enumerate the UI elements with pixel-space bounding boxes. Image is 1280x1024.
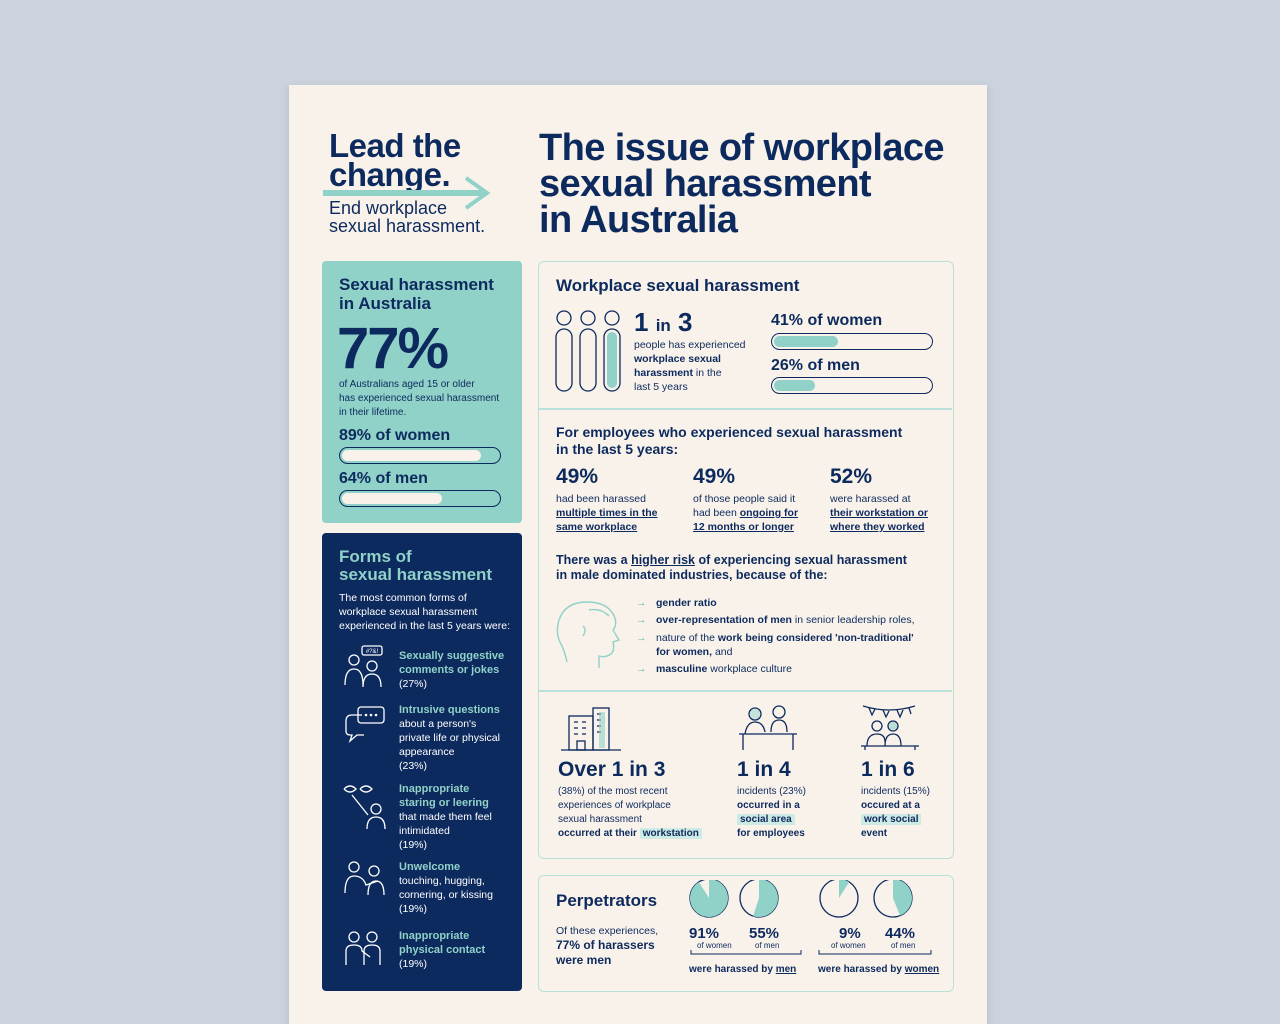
perpetrators-heading: Perpetrators — [556, 891, 658, 910]
loc-3-l4: event — [861, 828, 888, 839]
loc-1-l2: experiences of workplace — [558, 800, 671, 811]
form-3-title-2: staring or leering — [399, 797, 489, 809]
australia-heading-1: Sexual harassment — [339, 275, 494, 294]
reason-3-bold: work being considered 'non-traditional' — [717, 632, 914, 644]
australia-card — [322, 261, 522, 523]
form-2-desc-3: appearance — [399, 746, 455, 758]
by-women-a: were harassed by — [818, 964, 902, 975]
logo-sub-1: End workplace — [329, 198, 448, 218]
logo-line-2: change. — [329, 156, 451, 193]
women-41-label: 41% of women — [771, 312, 883, 329]
form-4-desc-1: touching, hugging, — [399, 875, 485, 887]
reason-non-traditional-2 — [656, 645, 732, 659]
forms-intro-1: The most common forms of — [339, 592, 467, 604]
location-workstation — [558, 759, 702, 841]
by-women-b: women — [904, 964, 940, 975]
arrow-icon — [321, 175, 503, 219]
three-number: 3 — [678, 307, 693, 337]
reason-gender-ratio — [636, 596, 717, 610]
physical-contact-icon — [342, 929, 388, 969]
form-3-desc-1: that made them feel — [399, 811, 492, 823]
in-word: in — [655, 316, 671, 335]
form-5-title-1: Inappropriate — [399, 930, 470, 942]
forms-heading-1: Forms of — [339, 547, 412, 566]
men-64-bar — [339, 490, 501, 507]
divider-2 — [539, 690, 952, 692]
stat-2-line-2a: had been — [693, 507, 737, 519]
reason-4-text: workplace culture — [710, 663, 792, 675]
workplace-text-2: workplace sexual — [634, 353, 721, 365]
loc-3-l1: incidents (15%) — [861, 786, 930, 797]
form-2-desc-2: private life or physical — [399, 732, 500, 744]
form-4-title: Unwelcome — [399, 861, 461, 873]
stat-3-line-1: were harassed at — [830, 493, 911, 505]
reason-4-bold: masculine — [656, 663, 708, 675]
form-2-pct: (23%) — [399, 760, 428, 772]
loc-1-l4 — [558, 827, 702, 841]
stat-multiple-times — [556, 466, 658, 534]
by-men-a: were harassed by — [689, 964, 773, 975]
loc-2-l2: occurred in a — [737, 800, 800, 811]
loc-1-l3: sexual harassment — [558, 814, 642, 825]
title-line-1: The issue of workplace — [539, 127, 944, 169]
risk-line-2: in male dominated industries, because of the: — [556, 568, 828, 582]
pie-2-pct: 55% — [749, 925, 780, 942]
campaign-logo — [329, 127, 486, 236]
stat-ongoing — [693, 466, 798, 534]
location-social-area — [737, 759, 806, 841]
page-title — [539, 127, 944, 241]
loc-2-big: 1 in 4 — [737, 758, 791, 781]
loc-2-l1: incidents (23%) — [737, 786, 806, 797]
form-5-pct: (19%) — [399, 958, 428, 970]
women-41-bar-fill — [774, 336, 838, 347]
workplace-panel — [538, 261, 954, 859]
perp-desc-3: were men — [556, 953, 612, 967]
workplace-text-3-rest: in the — [695, 367, 722, 379]
workplace-text-4: last 5 years — [634, 381, 688, 393]
stat-2-pct: 49% — [693, 465, 736, 488]
men-64-bar-fill — [342, 493, 442, 504]
forms-card — [322, 533, 522, 991]
form-2-desc-1: about a person's — [399, 718, 477, 730]
forms-heading-2: sexual harassment — [339, 565, 493, 584]
pie-1-pct: 91% — [689, 925, 720, 942]
arrow-right-icon: → — [636, 632, 647, 644]
office-building-icon — [559, 704, 623, 752]
stat-1-line-2: multiple times in the — [556, 507, 658, 519]
form-3-desc-2: intimidated — [399, 825, 450, 837]
form-3-title-1: Inappropriate — [399, 783, 470, 795]
perpetrators-panel — [538, 875, 954, 992]
title-line-2: sexual harassment — [539, 163, 871, 205]
reason-2-text: in senior leadership roles, — [794, 614, 915, 626]
women-41-bar — [771, 333, 933, 350]
loc-1-l1: (38%) of the most recent — [558, 786, 668, 797]
by-men-b: men — [775, 964, 797, 975]
form-3-pct: (19%) — [399, 839, 428, 851]
australia-desc-1: of Australians aged 15 or older — [339, 379, 475, 390]
pie-2-sub: of men — [755, 941, 780, 950]
loc-3-big: 1 in 6 — [861, 758, 915, 781]
infographic-page — [289, 85, 987, 1024]
workplace-text-3-bold: harassment — [634, 367, 693, 379]
speech-people-icon — [342, 643, 388, 689]
form-1-pct: (27%) — [399, 678, 428, 690]
loc-3-l3: work social — [861, 814, 921, 825]
risk-line-1 — [556, 553, 907, 568]
harassed-by-men — [689, 964, 796, 975]
pie-3-pct: 9% — [839, 925, 861, 942]
loc-1-l4a: occurred at their — [558, 828, 637, 839]
form-4-desc-2: cornering, or kissing — [399, 889, 493, 901]
stat-1-pct: 49% — [556, 465, 599, 488]
reason-2-bold: over-representation of men — [656, 614, 792, 626]
forms-intro-2: workplace sexual harassment — [339, 606, 478, 618]
logo-line-1: Lead the — [329, 127, 461, 164]
stat-3-line-2: their workstation or — [830, 507, 929, 519]
reason-3-end: and — [714, 646, 733, 658]
loc-1-big: Over 1 in 3 — [558, 758, 666, 781]
pie-3-sub: of women — [831, 941, 866, 950]
pie-group — [690, 880, 912, 917]
reason-over-representation — [636, 613, 915, 627]
big-percentage: 77% — [337, 316, 448, 381]
form-4-pct: (19%) — [399, 903, 428, 915]
arrow-right-icon: → — [636, 597, 647, 609]
pie-4-pct: 44% — [885, 925, 916, 942]
stat-1-line-1: had been harassed — [556, 493, 646, 505]
workplace-text-1: people has experienced — [634, 339, 746, 351]
stat-3-pct: 52% — [830, 465, 873, 488]
australia-desc-2: has experienced sexual harassment — [339, 393, 500, 404]
form-1-title-1: Sexually suggestive — [399, 650, 505, 662]
reason-masculine-culture — [636, 662, 792, 676]
divider-1 — [539, 408, 952, 410]
women-89-bar — [339, 447, 501, 464]
work-social-event-icon — [859, 702, 925, 752]
stat-1-line-3: same workplace — [556, 521, 638, 533]
men-26-bar-fill — [774, 380, 815, 391]
reason-3-bold-2: for women, — [656, 646, 713, 658]
social-area-icon — [735, 702, 801, 752]
head-profile-icon — [553, 596, 623, 676]
perp-desc-1: Of these experiences, — [556, 925, 659, 937]
employees-heading-2: in the last 5 years: — [556, 441, 679, 457]
australia-heading-2: in Australia — [339, 294, 431, 313]
stat-2-line-1: of those people said it — [693, 493, 796, 505]
reason-1-text: gender ratio — [656, 597, 717, 609]
chat-bubbles-icon — [342, 703, 388, 743]
pie-1-sub: of women — [697, 941, 732, 950]
arrow-right-icon: → — [636, 614, 647, 626]
speech-glyph: #?&! — [365, 649, 379, 655]
pie-1-slice — [690, 880, 728, 917]
form-2-title: Intrusive questions — [399, 704, 500, 716]
women-89-bar-fill — [342, 450, 481, 461]
logo-sub-2: sexual harassment. — [329, 216, 486, 236]
one-number: 1 — [634, 307, 649, 337]
women-89-label: 89% of women — [339, 427, 451, 444]
pie-4-sub: of men — [891, 941, 916, 950]
employees-heading-1: For employees who experienced sexual harassment — [556, 424, 903, 440]
perp-desc-2: 77% of harassers — [556, 938, 655, 952]
stat-2-line-3: 12 months or longer — [693, 521, 794, 533]
men-26-bar — [771, 377, 933, 394]
loc-3-l2: occured at a — [861, 800, 920, 811]
form-5-title-2: physical contact — [399, 944, 486, 956]
harassed-by-women — [818, 964, 939, 975]
stat-3-line-3: where they worked — [830, 521, 925, 533]
stat-workstation — [830, 466, 928, 534]
forms-intro-3: experienced in the last 5 years were: — [339, 620, 511, 632]
men-26-label: 26% of men — [771, 357, 860, 374]
form-1-title-2: comments or jokes — [399, 664, 500, 676]
men-64-label: 64% of men — [339, 470, 428, 487]
reason-non-traditional — [636, 631, 914, 645]
loc-1-l4b: workstation — [640, 828, 702, 839]
australia-desc-3: in their lifetime. — [339, 407, 407, 418]
stat-2-line-2b: ongoing for — [739, 507, 799, 519]
one-in-three — [634, 308, 693, 340]
risk-line-1c: of experiencing sexual harassment — [698, 553, 907, 567]
arrow-right-icon: → — [636, 663, 647, 675]
location-social-event — [861, 759, 930, 841]
staring-eyes-icon — [342, 781, 388, 831]
title-line-3: in Australia — [539, 199, 738, 241]
workplace-text-3 — [634, 366, 722, 380]
risk-line-1a: There was a — [556, 553, 628, 567]
reason-3-text: nature of the — [656, 632, 715, 644]
workplace-heading: Workplace sexual harassment — [556, 276, 800, 295]
risk-line-1b: higher risk — [631, 553, 695, 567]
touching-icon — [342, 859, 388, 899]
loc-2-l4: for employees — [737, 828, 805, 839]
people-bars-icon — [555, 310, 625, 394]
loc-2-l3: social area — [737, 814, 795, 825]
stat-2-line-2 — [693, 506, 798, 520]
